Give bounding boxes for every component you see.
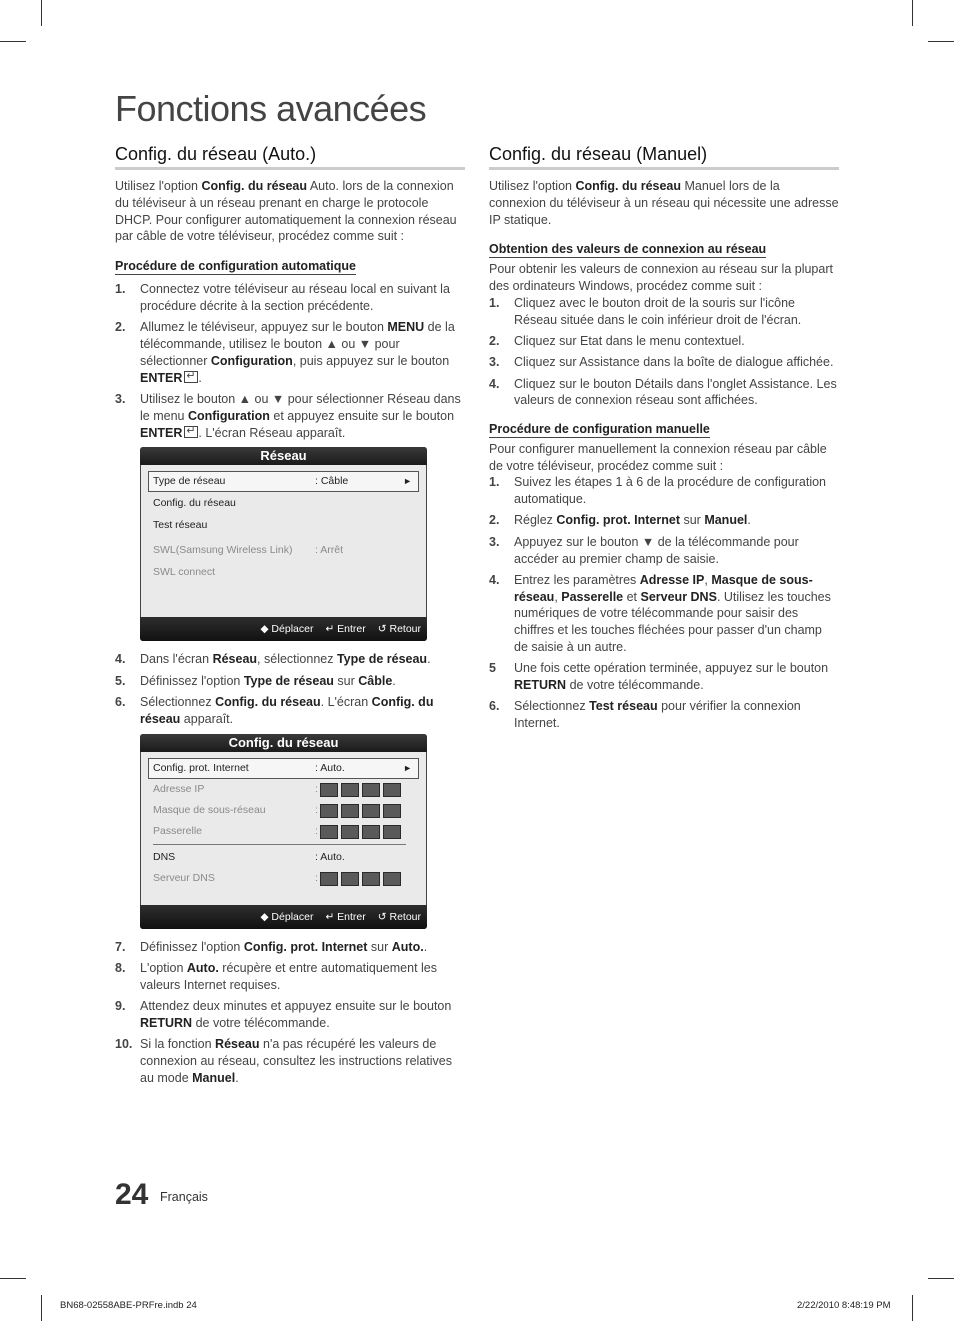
intro-paragraph: Utilisez l'option Config. du réseau Manuel lors de la connexion du téléviseur à un réseau qui nécessite une adresse IP statique. xyxy=(489,179,839,227)
osd-hint-enter: ↵ Entrer xyxy=(325,910,366,923)
steps-list xyxy=(489,295,839,409)
left-column xyxy=(115,144,465,1091)
arrow-right-icon: ► xyxy=(403,476,412,487)
osd-title: Réseau xyxy=(140,447,427,465)
osd-row-subnet-mask[interactable]: Masque de sous-réseau : xyxy=(141,800,426,821)
osd-row-swl-connect[interactable]: SWL connect xyxy=(153,566,216,579)
list-item: 6. Sélectionnez Config. du réseau. L'écran Config. du réseau apparaît. xyxy=(115,694,434,726)
list-item: 4. Entrez les paramètres Adresse IP, Masque de sous-réseau, Passerelle et Serveur DNS. Utilisez les touches numériques de votre télécommande pour saisir des chiffres et les touches fléchées pour passer d'un champ de saisie à un autre. xyxy=(489,572,831,655)
right-column xyxy=(489,144,839,737)
list-item: 5. Définissez l'option Type de réseau sur Câble. xyxy=(115,673,396,688)
steps-list xyxy=(115,651,465,727)
osd-row-network-type[interactable]: Type de réseau : Câble ► xyxy=(148,471,419,492)
crop-mark xyxy=(928,41,954,42)
list-item: 9. Attendez deux minutes et appuyez ensuite sur le bouton RETURN de votre télécommande. xyxy=(115,998,452,1030)
steps-list xyxy=(115,939,465,1087)
osd-row-dns-server[interactable]: Serveur DNS : xyxy=(141,868,426,889)
list-item: 1. Connectez votre téléviseur au réseau local en suivant la procédure décrite à la section précédente. xyxy=(115,282,450,313)
list-item: 2. Allumez le téléviseur, appuyez sur le bouton MENU de la télécommande, utilisez le bouton ▲ ou ▼ pour sélectionner Configuration, puis appuyez sur le bouton ENTER↵ . xyxy=(115,319,465,386)
list-item: 3. Appuyez sur le bouton ▼ de la télécommande pour accéder au premier champ de saisie. xyxy=(489,534,799,566)
steps-list xyxy=(115,281,465,441)
language-label: Français xyxy=(160,1190,208,1204)
list-item: 3. Utilisez le bouton ▲ ou ▼ pour sélectionner Réseau dans le menu Configuration et appuyez ensuite sur le bouton ENTER↵ . L'écran Réseau apparaît. xyxy=(115,391,465,441)
intro-paragraph: Utilisez l'option Config. du réseau Auto. lors de la connexion du téléviseur à un réseau prenant en charge le protocole DHCP. Pour configurer automatiquement la connexion réseau par câble de votre téléviseur, procédez comme suit : xyxy=(115,179,457,244)
list-item: 1. Suivez les étapes 1 à 6 de la procédure de configuration automatique. xyxy=(489,475,827,507)
list-item: 6. Sélectionnez Test réseau pour vérifier la connexion Internet. xyxy=(489,699,801,731)
subheading-manual-procedure: Procédure de configuration manuelle xyxy=(489,421,710,436)
list-item: 4. Dans l'écran Réseau, sélectionnez Type de réseau. xyxy=(115,652,431,667)
arrow-right-icon: ► xyxy=(403,762,412,773)
print-footer-left: BN68-02558ABE-PRFre.indb 24 xyxy=(60,1300,197,1311)
list-item: 7. Définissez l'option Config. prot. Internet sur Auto.. xyxy=(115,939,428,954)
osd-row-swl[interactable]: SWL(Samsung Wireless Link) : Arrêt xyxy=(153,544,344,557)
osd-hint-enter: ↵ Entrer xyxy=(325,623,366,636)
enter-icon xyxy=(184,371,198,383)
osd-footer xyxy=(140,617,427,641)
input-field-group[interactable] xyxy=(320,872,404,894)
crop-mark xyxy=(928,1278,954,1279)
osd-hint-back: ↺ Retour xyxy=(377,623,421,636)
crop-mark xyxy=(41,0,42,26)
page-number: 24 xyxy=(115,1178,149,1211)
osd-row-network-test[interactable]: Test réseau xyxy=(153,519,208,532)
subheading-obtain-values: Obtention des valeurs de connexion au réseau xyxy=(489,242,767,257)
crop-mark xyxy=(0,41,26,42)
section-heading-auto: Config. du réseau (Auto.) xyxy=(115,144,465,170)
list-item: 4. Cliquez sur le bouton Détails dans l'onglet Assistance. Les valeurs de connexion réseau sont affichées. xyxy=(489,376,837,408)
osd-row-ip-protocol[interactable]: Config. prot. Internet : Auto. ► xyxy=(148,758,419,779)
osd-row-dns[interactable]: DNS : Auto. xyxy=(153,850,345,863)
crop-mark xyxy=(0,1278,26,1279)
osd-hint-back: ↺ Retour xyxy=(377,910,421,923)
section-heading-manual: Config. du réseau (Manuel) xyxy=(489,144,839,170)
list-item: 8. L'option Auto. récupère et entre automatiquement les valeurs Internet requises. xyxy=(115,960,437,992)
subheading-auto-procedure: Procédure de configuration automatique xyxy=(115,259,356,274)
osd-footer xyxy=(140,905,427,929)
osd-hint-move: ◆ Déplacer xyxy=(260,910,314,923)
crop-mark xyxy=(912,0,913,26)
print-footer-right: 2/22/2010 8:48:19 PM xyxy=(797,1300,891,1311)
sub1-paragraph: Pour obtenir les valeurs de connexion au réseau sur la plupart des ordinateurs Windows, procédez comme suit : xyxy=(489,262,833,294)
osd-row-gateway[interactable]: Passerelle : xyxy=(141,821,426,842)
osd-title: Config. du réseau xyxy=(140,734,427,752)
list-item: 2. Réglez Config. prot. Internet sur Manuel. xyxy=(489,513,751,528)
osd-hint-move: ◆ Déplacer xyxy=(260,623,314,636)
input-field-group[interactable] xyxy=(320,825,404,847)
list-item: 10. Si la fonction Réseau n'a pas récupéré les valeurs de connexion au réseau, consultez les instructions relatives au mode Manuel. xyxy=(115,1037,452,1085)
list-item: 1. Cliquez avec le bouton droit de la souris sur l'icône Réseau située dans le coin inférieur droit de l'écran. xyxy=(489,295,802,327)
crop-mark xyxy=(912,1295,913,1321)
list-item: 5 Une fois cette opération terminée, appuyez sur le bouton RETURN de votre télécommande. xyxy=(489,661,829,693)
crop-mark xyxy=(41,1295,42,1321)
steps-list xyxy=(489,474,839,732)
osd-row-ip-address[interactable]: Adresse IP : xyxy=(141,779,426,800)
osd-network-screen xyxy=(140,447,427,641)
osd-network-config-screen xyxy=(140,734,427,929)
osd-row-network-config[interactable]: Config. du réseau xyxy=(153,497,236,510)
enter-icon xyxy=(184,426,198,438)
sub2-paragraph: Pour configurer manuellement la connexion réseau par câble de votre téléviseur, procédez comme suit : xyxy=(489,441,827,473)
page-title: Fonctions avancées xyxy=(115,88,427,129)
list-item: 3. Cliquez sur Assistance dans la boîte de dialogue affichée. xyxy=(489,355,834,370)
list-item: 2. Cliquez sur Etat dans le menu contextuel. xyxy=(489,334,745,349)
